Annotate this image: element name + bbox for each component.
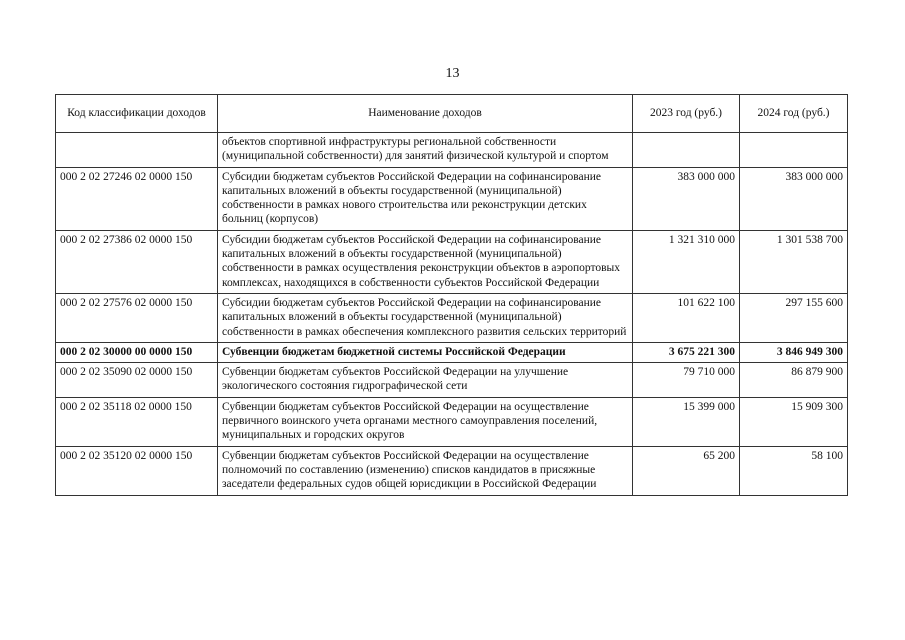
row-2023: 65 200: [633, 446, 740, 495]
table-row: [56, 133, 848, 168]
table-row: [56, 363, 848, 398]
row-2024: 383 000 000: [740, 167, 848, 230]
header-2024: 2024 год (руб.): [740, 95, 848, 133]
row-code: 000 2 02 27576 02 0000 150: [56, 293, 218, 342]
row-name: Субсидии бюджетам субъектов Российской Федерации на софинансирование капитальных вложений в объекты государственной (муниципальной) собственности в рамках нового строительства или реконструкции детских больниц (корпусов): [218, 167, 633, 230]
row-code: 000 2 02 30000 00 0000 150: [56, 342, 218, 362]
row-2024: 86 879 900: [740, 363, 848, 398]
row-name: Субсидии бюджетам субъектов Российской Федерации на софинансирование капитальных вложений в объекты государственной (муниципальной) собственности в рамках осуществления реконструкции объектов в аэропортовых комплексах, находящихся в собственности субъектов Российской Федерации: [218, 230, 633, 293]
row-name: Субвенции бюджетам субъектов Российской Федерации на осуществление полномочий по составлению (изменению) списков кандидатов в присяжные заседатели федеральных судов общей юрисдикции в Российской Федерации: [218, 446, 633, 495]
row-code: 000 2 02 35090 02 0000 150: [56, 363, 218, 398]
row-2024: [740, 133, 848, 168]
row-2024: 1 301 538 700: [740, 230, 848, 293]
row-2024: 297 155 600: [740, 293, 848, 342]
row-2023: 79 710 000: [633, 363, 740, 398]
row-code: 000 2 02 35118 02 0000 150: [56, 397, 218, 446]
row-name: объектов спортивной инфраструктуры региональной собственности (муниципальной собственности) для занятий физической культурой и спортом: [218, 133, 633, 168]
page-number: 13: [445, 66, 460, 81]
row-2023: 101 622 100: [633, 293, 740, 342]
row-2024: 15 909 300: [740, 397, 848, 446]
row-name: Субвенции бюджетам субъектов Российской Федерации на улучшение экологического состояния гидрографической сети: [218, 363, 633, 398]
table-row: [56, 230, 848, 293]
table-header-row: [56, 95, 848, 133]
row-code: 000 2 02 27246 02 0000 150: [56, 167, 218, 230]
header-name: Наименование доходов: [218, 95, 633, 133]
row-code: [56, 133, 218, 168]
row-name: Субсидии бюджетам субъектов Российской Федерации на софинансирование капитальных вложений в объекты государственной (муниципальной) собственности в рамках обеспечения комплексного развития сельских территорий: [218, 293, 633, 342]
table-row: [56, 446, 848, 495]
table-row-subtotal: [56, 342, 848, 362]
table-row: [56, 167, 848, 230]
row-2023: 3 675 221 300: [633, 342, 740, 362]
header-code: Код классификации доходов: [56, 95, 218, 133]
row-name: Субвенции бюджетам бюджетной системы Российской Федерации: [218, 342, 633, 362]
row-2023: [633, 133, 740, 168]
row-2024: 3 846 949 300: [740, 342, 848, 362]
revenue-table: [55, 94, 848, 496]
row-2023: 15 399 000: [633, 397, 740, 446]
row-name: Субвенции бюджетам субъектов Российской Федерации на осуществление первичного воинского учета органами местного самоуправления поселений, муниципальных и городских округов: [218, 397, 633, 446]
row-2023: 383 000 000: [633, 167, 740, 230]
row-code: 000 2 02 27386 02 0000 150: [56, 230, 218, 293]
row-2023: 1 321 310 000: [633, 230, 740, 293]
table-row: [56, 397, 848, 446]
header-2023: 2023 год (руб.): [633, 95, 740, 133]
row-2024: 58 100: [740, 446, 848, 495]
table-row: [56, 293, 848, 342]
row-code: 000 2 02 35120 02 0000 150: [56, 446, 218, 495]
